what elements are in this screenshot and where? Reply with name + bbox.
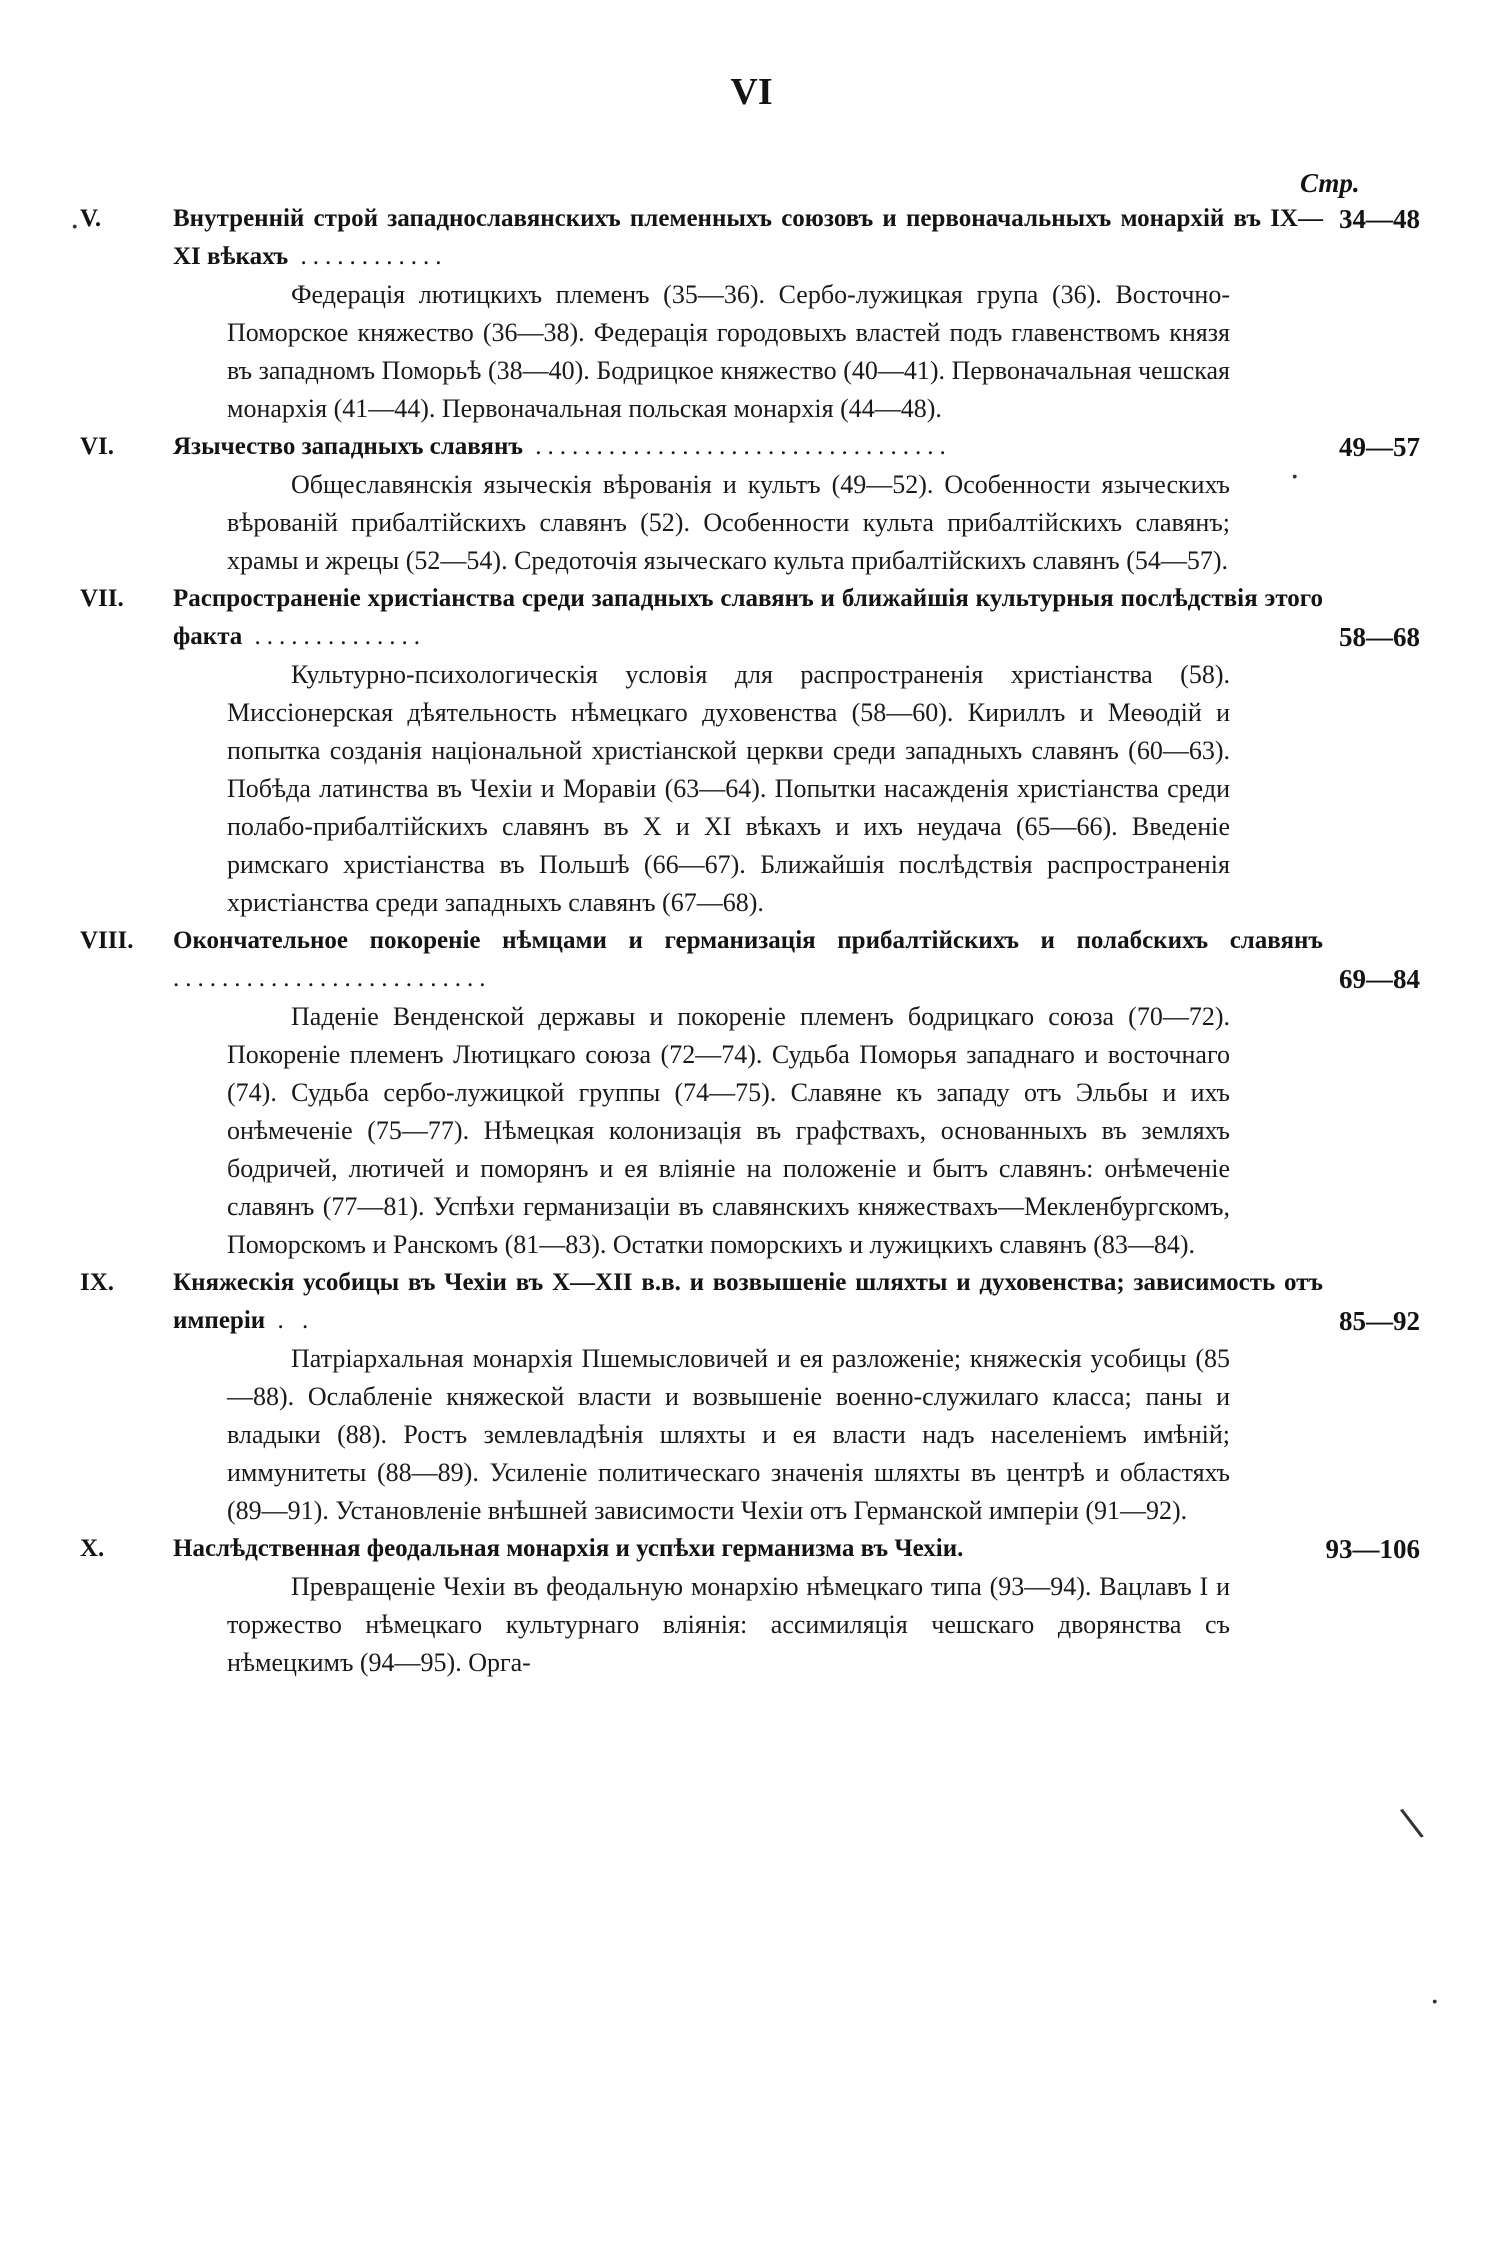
entry-title: Распространеніе христіанства среди западныхъ славянъ и ближайшія культурныя послѣдствія этого факта (173, 585, 1323, 650)
entry-pages: 49—57 (1339, 432, 1420, 462)
margin-tick-mark: · (1430, 1985, 1440, 2020)
dot-leader: . . (265, 1307, 315, 1334)
entry-title-line (80, 922, 1323, 998)
entry-summary: Превращеніе Чехіи въ феодальную монархію нѣмецкаго типа (93—94). Вацлавъ I и торжество нѣмецкаго культурнаго вліянія: ассимиляція чешскаго дворянства съ нѣмецкимъ (94—95). Орга- (227, 1572, 1230, 1677)
toc-entry-vi (80, 428, 1420, 580)
entry-pages: 85—92 (1339, 1306, 1420, 1336)
margin-stroke-mark: \ (1397, 1799, 1426, 1847)
dot-leader: .................................. (522, 433, 952, 460)
dot-leader: ............ (288, 243, 448, 270)
entry-pages: 93—106 (1325, 1534, 1420, 1564)
dot-leader: .............. (242, 623, 427, 650)
entry-title-line (80, 428, 1323, 466)
toc-entry-vii (80, 580, 1420, 922)
toc-entry-v (80, 200, 1420, 428)
entry-summary: Федерація лютицкихъ племенъ (35—36). Сербо-лужицкая група (36). Восточно-Поморское княжество (36—38). Федерація городовыхъ властей подъ главенствомъ князя въ западномъ Поморьѣ (38—40). Бодрицкое княжество (40—41). Первоначальная чешская монархія (41—44). Первоначальная польская монархія (44—48). (227, 280, 1230, 423)
margin-tick-mark: · (1290, 460, 1300, 495)
entry-number: V. (80, 205, 102, 232)
entry-summary: Общеславянскія языческія вѣрованія и культъ (49—52). Особенности языческихъ вѣрованій прибалтійскихъ славянъ (52). Особенности культа прибалтійскихъ славянъ; храмы и жрецы (52—54). Средоточія языческаго культа прибалтійскихъ славянъ (54—57). (227, 470, 1230, 575)
entry-title: Язычество западныхъ славянъ (173, 433, 523, 460)
toc-entry-ix (80, 1264, 1420, 1530)
pages-column-header: Стр. (1300, 168, 1360, 198)
entry-number: IX. (80, 1269, 115, 1296)
entry-title: Внутренній строй западнославянскихъ племенныхъ союзовъ и первоначальныхъ монархій въ IX—XI вѣкахъ (173, 205, 1323, 270)
entry-title: Окончательное покореніе нѣмцами и германизація прибалтійскихъ и полабскихъ славянъ (173, 927, 1323, 954)
entry-pages: 69—84 (1339, 964, 1420, 994)
entry-title: Наслѣдственная феодальная монархія и успѣхи германизма въ Чехіи. (173, 1535, 964, 1562)
entry-title: Княжескія усобицы въ Чехіи въ X—XII в.в. и возвышеніе шляхты и духовенства; зависимость отъ имперіи (173, 1269, 1323, 1334)
margin-tick-mark: · (70, 210, 80, 245)
entry-title-line (80, 1530, 1323, 1568)
dot-leader: .......................... (173, 965, 492, 992)
table-of-contents (80, 200, 1420, 1682)
entry-summary: Патріархальная монархія Пшемысловичей и ея разложеніе; княжескія усобицы (85—88). Ослабленіе княжеской власти и возвышеніе военно-служилаго класса; паны и владыки (88). Ростъ землевладѣнія шляхты и ея власти надъ населеніемъ имѣній; иммунитеты (88—89). Усиленіе политическаго значенія шляхты въ центрѣ и областяхъ (89—91). Установленіе внѣшней зависимости Чехіи отъ Германской имперіи (91—92). (227, 1344, 1230, 1525)
entry-number: X. (80, 1535, 105, 1562)
entry-title-line (80, 580, 1323, 656)
entry-pages: 34—48 (1339, 204, 1420, 234)
entry-number: VII. (80, 585, 124, 612)
entry-summary: Паденіе Венденской державы и покореніе племенъ бодрицкаго союза (70—72). Покореніе племенъ Лютицкаго союза (72—74). Судьба Поморья западнаго и восточнаго (74). Судьба сербо-лужицкой группы (74—75). Славяне къ западу отъ Эльбы и ихъ онѣмеченіе (75—77). Нѣмецкая колонизація въ графствахъ, основанныхъ въ земляхъ бодричей, лютичей и поморянъ и ея вліяніе на положеніе и бытъ славянъ: онѣмеченіе славянъ (77—81). Успѣхи германизаціи въ славянскихъ княжествахъ—Мекленбургскомъ, Поморскомъ и Ранскомъ (81—83). Остатки поморскихъ и лужицкихъ славянъ (83—84). (227, 1002, 1230, 1259)
entry-number: VI. (80, 433, 115, 460)
toc-entry-viii (80, 922, 1420, 1264)
entry-pages: 58—68 (1339, 622, 1420, 652)
page-number: VI (730, 71, 773, 113)
entry-title-line (80, 200, 1323, 276)
entry-summary: Культурно-психологическія условія для распространенія христіанства (58). Миссіонерская дѣятельность нѣмецкаго духовенства (58—60). Кириллъ и Меѳодій и попытка созданія національной христіанской церкви среди западныхъ славянъ (60—63). Побѣда латинства въ Чехіи и Моравіи (63—64). Попытки насажденія христіанства среди полабо-прибалтійскихъ славянъ въ X и XI вѣкахъ и ихъ неудача (65—66). Введеніе римскаго христіанства въ Польшѣ (66—67). Ближайшія послѣдствія распространенія христіанства среди западныхъ славянъ (67—68). (227, 660, 1230, 917)
toc-entry-x (80, 1530, 1420, 1682)
entry-title-line (80, 1264, 1323, 1340)
entry-number: VIII. (80, 927, 134, 954)
